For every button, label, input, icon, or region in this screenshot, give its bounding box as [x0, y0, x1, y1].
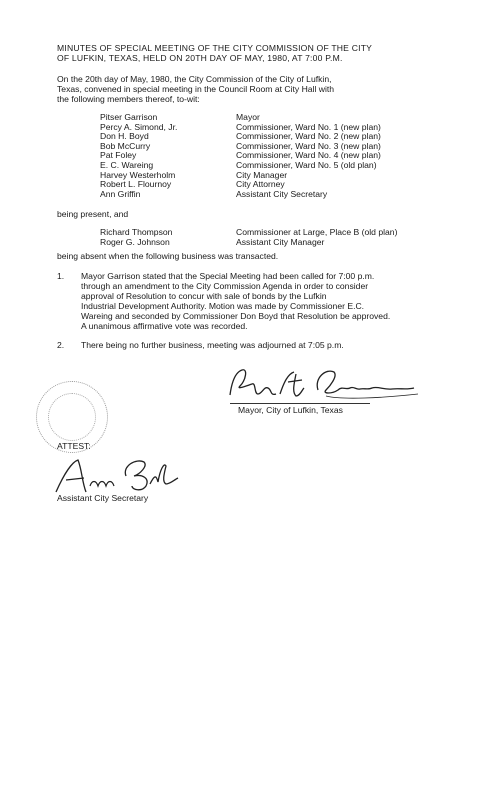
item-text [81, 340, 467, 350]
member-role: City Attorney [236, 179, 285, 190]
member-row [100, 160, 460, 170]
member-role: Assistant City Secretary [236, 188, 328, 199]
agenda-item [57, 340, 467, 350]
absent-members-list [100, 227, 460, 246]
item-line: There being no further business, meeting was adjourned at 7:05 p.m. [81, 340, 344, 350]
absent-statement: being absent when the following business was transacted. [57, 251, 279, 261]
intro-paragraph [57, 74, 457, 104]
title-line: OF LUFKIN, TEXAS, HELD ON 20TH DAY OF MAY, 1980, AT 7:00 P.M. [57, 53, 343, 63]
clerk-signature [52, 452, 182, 498]
member-name: Roger G. Johnson [100, 236, 170, 247]
title-line: MINUTES OF SPECIAL MEETING OF THE CITY COMMISSION OF THE CITY [57, 43, 373, 53]
member-row [100, 189, 460, 199]
item-text [81, 271, 467, 331]
member-name: Bob McCurry [100, 140, 151, 151]
agenda-item [57, 271, 467, 331]
member-row [100, 131, 460, 141]
member-row [100, 122, 460, 132]
member-name: Pat Foley [100, 150, 137, 161]
intro-line: Texas, convened in special meeting in the Council Room at City Hall with [57, 84, 335, 94]
member-role: Commissioner at Large, Place B (old plan) [236, 227, 398, 237]
member-row [100, 141, 460, 151]
member-name: Ann Griffin [100, 188, 141, 199]
item-line: Industrial Development Authority. Motion was made by Commissioner E.C. [81, 301, 365, 311]
intro-line: the following members thereof, to-wit: [57, 94, 200, 104]
mayor-signature-line [230, 403, 370, 404]
attest-label: ATTEST: [57, 441, 91, 451]
present-members-list [100, 112, 460, 198]
member-role: Commissioner, Ward No. 5 (old plan) [236, 159, 377, 170]
item-number: 1. [57, 271, 65, 281]
member-name: Percy A. Simond, Jr. [100, 121, 178, 132]
item-line: approval of Resolution to concur with sale of bonds by the Lufkin [81, 291, 327, 301]
member-role: Commissioner, Ward No. 4 (new plan) [236, 150, 381, 161]
city-seal-inner [48, 393, 96, 441]
item-line: through an amendment to the City Commission Agenda in order to consider [81, 281, 369, 291]
clerk-label: Assistant City Secretary [57, 493, 149, 503]
member-row [100, 227, 460, 237]
member-row [100, 237, 460, 247]
member-role: Mayor [236, 112, 260, 122]
mayor-label: Mayor, City of Lufkin, Texas [238, 405, 343, 415]
member-name: Richard Thompson [100, 227, 173, 237]
item-line: Mayor Garrison stated that the Special Meeting had been called for 7:00 p.m. [81, 271, 375, 281]
item-line: Wareing and seconded by Commissioner Don Boyd that Resolution be approved. [81, 311, 391, 321]
member-role: Commissioner, Ward No. 1 (new plan) [236, 121, 381, 132]
member-row [100, 112, 460, 122]
member-row [100, 170, 460, 180]
intro-line: On the 20th day of May, 1980, the City Commission of the City of Lufkin, [57, 74, 332, 84]
member-name: E. C. Wareing [100, 159, 154, 170]
member-role: Commissioner, Ward No. 3 (new plan) [236, 140, 381, 151]
minutes-title [57, 43, 457, 63]
item-line: A unanimous affirmative vote was recorded. [81, 321, 248, 331]
member-role: Commissioner, Ward No. 2 (new plan) [236, 131, 381, 142]
member-name: Robert L. Flournoy [100, 179, 172, 190]
member-role: Assistant City Manager [236, 236, 325, 247]
member-name: Don H. Boyd [100, 131, 149, 142]
member-row [100, 179, 460, 189]
present-statement: being present, and [57, 209, 129, 219]
member-row [100, 150, 460, 160]
member-name: Pitser Garrison [100, 112, 158, 122]
member-name: Harvey Westerholm [100, 169, 176, 180]
member-role: City Manager [236, 169, 288, 180]
item-number: 2. [57, 340, 65, 350]
